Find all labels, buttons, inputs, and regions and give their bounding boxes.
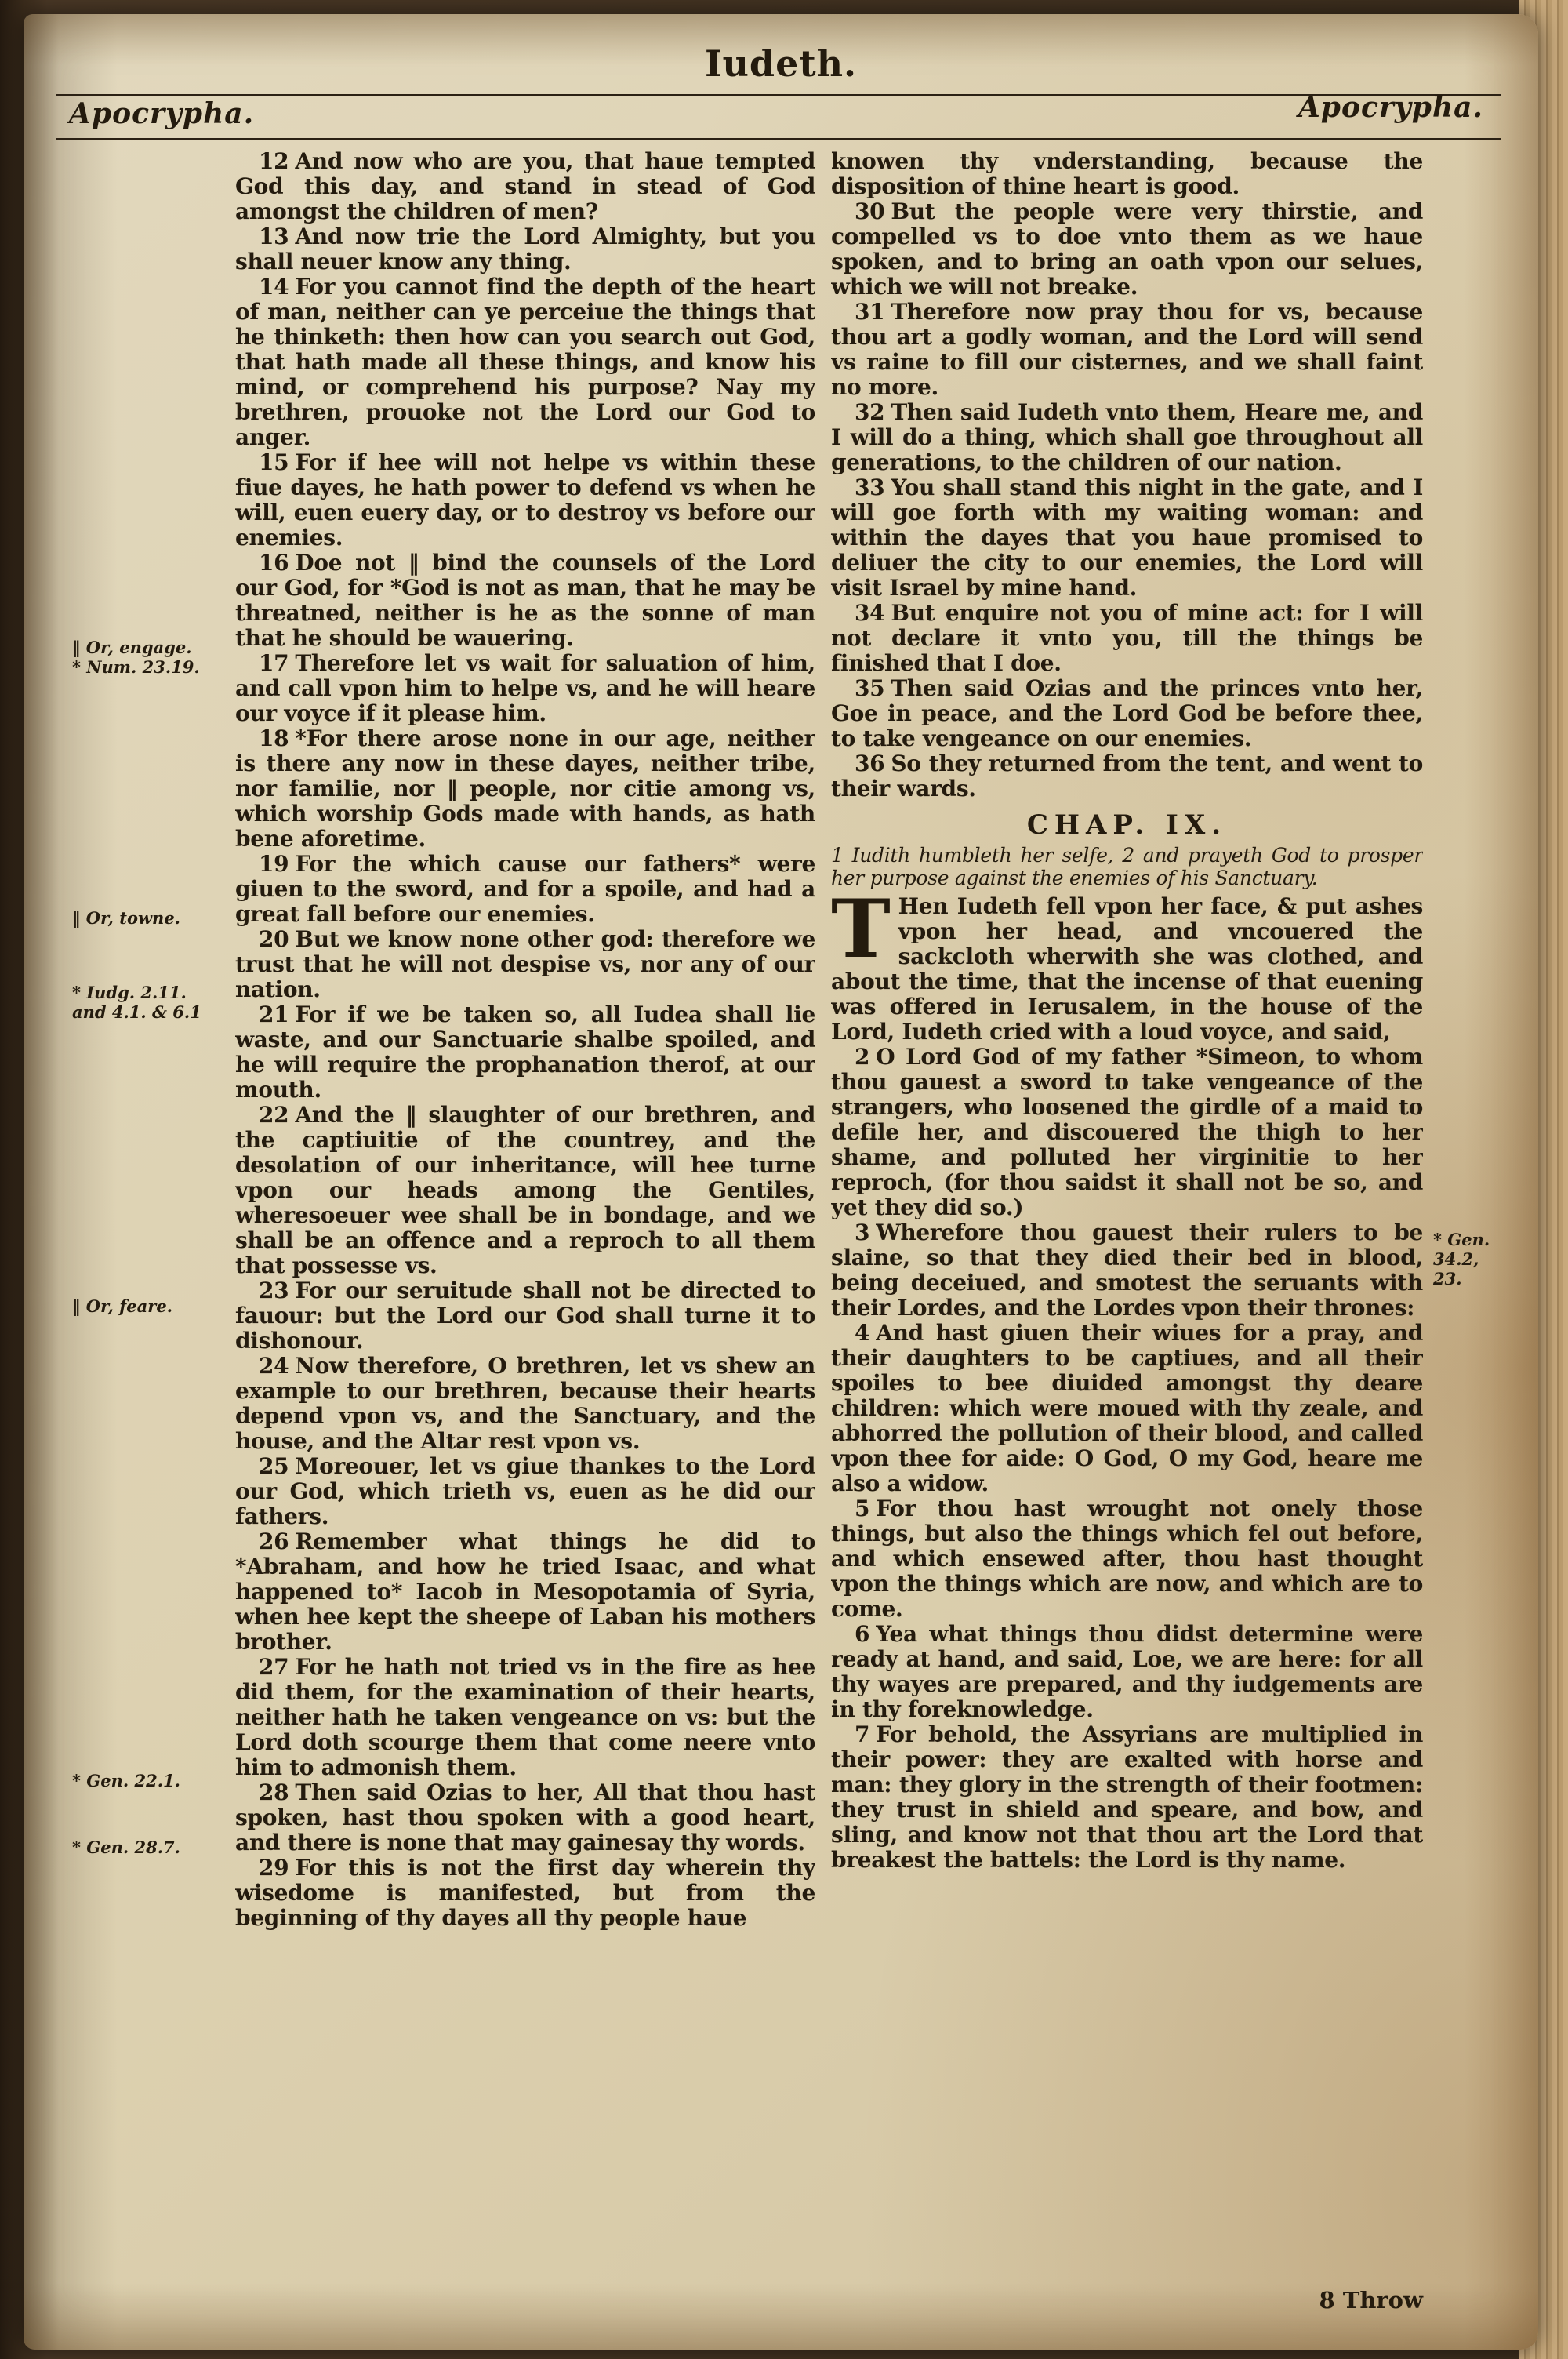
verse: 18 *For there arose none in our age, neither is there any now in these dayes, neither tribe, nor familie, nor ‖ people, nor citie among vs, which worship Gods made with hands, as hath bene aforetime. (235, 725, 815, 852)
verse: 25 Moreouer, let vs giue thankes to the Lord our God, which trieth vs, euen as he did our fathers. (235, 1453, 815, 1529)
verse: 14 For you cannot find the depth of the heart of man, neither can ye perceiue the things that he thinketh: then how can you search out God, that hath made all these things, and know his mind, or comprehend his purpose? Nay my brethren, prouoke not the Lord our God to anger. (235, 274, 815, 450)
verse-number: 33 (855, 474, 885, 500)
margin-note-engage (72, 638, 233, 677)
verse: 27 For he hath not tried vs in the fire as hee did them, for the examination of their hearts, neither hath he taken vengeance on vs: but the Lord doth scourge them that come neere vnto him to admonish them. (235, 1654, 815, 1780)
verse-number: 3 (855, 1219, 870, 1245)
verse: 23 For our seruitude shall not be directed to fauour: but the Lord our God shall turne it to dishonour. (235, 1278, 815, 1354)
verse-number: 22 (259, 1102, 289, 1128)
verse: 20 But we know none other god: therefore we trust that he will not despise vs, nor any of our nation. (235, 926, 815, 1002)
verse: 31 Therefore now pray thou for vs, because thou art a godly woman, and the Lord will send vs raine to fill our cisternes, and we shall faint no more. (831, 299, 1423, 400)
margin-note-line: * Num. 23.19. (72, 657, 200, 677)
verse-number: 21 (259, 1001, 289, 1027)
verse: 33 You shall stand this night in the gate, and I will goe forth with my waiting woman: and within the dayes that you haue promised to deliuer the city to our enemies, the Lord will visit Israel by mine hand. (831, 474, 1423, 601)
margin-note-towne (72, 908, 233, 928)
verse: 19 For the which cause our fathers* were giuen to the sword, and for a spoile, and had a great fall before our enemies. (235, 851, 815, 927)
verse-number: 29 (259, 1855, 289, 1881)
verse: 13 And now trie the Lord Almighty, but you shall neuer know any thing. (235, 224, 815, 274)
verse-number: 19 (259, 851, 289, 877)
verse-number: 18 (259, 725, 289, 751)
verse-number: 2 (855, 1044, 870, 1070)
verse-number: 28 (259, 1779, 289, 1805)
margin-note-line: ‖ Or, feare. (72, 1296, 172, 1316)
verse: 21 For if we be taken so, all Iudea shall lie waste, and our Sanctuarie shalbe spoiled, and he will require the prophanation therof, at our mouth. (235, 1001, 815, 1103)
verse: 5 For thou hast wrought not onely those things, but also the things which fel out before, and which ensewed after, thou hast thought vpon the things which are now, and which are to come. (831, 1496, 1423, 1622)
verse-number: 25 (259, 1453, 289, 1479)
verse: 16 Doe not ‖ bind the counsels of the Lord our God, for *God is not as man, that he may be threatned, neither is he as the sonne of man that he should be wauering. (235, 550, 815, 651)
verse-number: 12 (259, 149, 289, 174)
verse: 22 And the ‖ slaughter of our brethren, and the captiuitie of the countrey, and the desolation of our inheritance, will hee turne vpon our heads among the Gentiles, wheresoeuer wee shall be in bondage, and we shall be an offence and a reproch to all them that possesse vs. (235, 1102, 815, 1278)
verse-number: 17 (259, 650, 289, 676)
verse-number: 7 (855, 1721, 870, 1747)
chapter-heading: CHAP. IX. (1026, 809, 1228, 841)
verse-number: 34 (855, 600, 885, 626)
margin-note-iudg (72, 983, 233, 1022)
verse-number: 14 (259, 274, 289, 300)
margin-note-line: * Gen. 28.7. (72, 1837, 180, 1857)
verse: 2 O Lord God of my father *Simeon, to whom thou gauest a sword to take vengeance of the strangers, who loosened the girdle of a maid to defile her, and discouered the thigh to her shame, and polluted her virginitie to her reproch, (for thou saidst it shall not be so, and yet they did so.) (831, 1044, 1423, 1220)
catchword: 8 Throw (1319, 2287, 1423, 2314)
verse-number: 27 (259, 1654, 289, 1680)
running-head-book-title: Iudeth. (704, 42, 858, 85)
verse-number: 13 (259, 224, 289, 249)
verse-number: 16 (259, 550, 289, 576)
verse: 35 Then said Ozias and the princes vnto her, Goe in peace, and the Lord God be before thee, to take vengeance on our enemies. (831, 675, 1423, 751)
verse-number: 32 (855, 399, 885, 425)
verse-with-dropcap: T Hen Iudeth fell vpon her face, & put ashes vpon her head, and vncouered the sackcloth wherwith she was clothed, and about the time, that the incense of that euening was offered in Ierusalem, in the house of the Lord, Iudeth cried with a loud voyce, and said, (831, 882, 1423, 1045)
text-column-right (831, 149, 1423, 2290)
margin-note-line: * Iudg. 2.11. (72, 983, 187, 1002)
running-head-right: Apocrypha. (1298, 91, 1483, 124)
verse-number: 30 (855, 198, 885, 224)
verse-number: 15 (259, 449, 289, 475)
verse-number: 24 (259, 1353, 289, 1379)
verse: 15 For if hee will not helpe vs within these fiue dayes, he hath power to defend vs when he will, euen euery day, or to destroy vs before our enemies. (235, 449, 815, 551)
book-page (24, 14, 1538, 2350)
margin-note-gen28 (72, 1837, 233, 1857)
margin-note-line: * Gen. 22.1. (72, 1771, 180, 1790)
verse-number: 4 (855, 1320, 870, 1346)
header-rule-top (56, 94, 1501, 96)
verse: 30 But the people were very thirstie, and compelled vs to doe vnto them as we haue spoken, and to bring an oath vpon our selues, which we will not breake. (831, 198, 1423, 300)
verse: 17 Therefore let vs wait for saluation of him, and call vpon him to helpe vs, and he will heare our voyce if it please him. (235, 650, 815, 726)
verse-number: 6 (855, 1621, 870, 1647)
margin-note-line: and 4.1. & 6.1 (72, 1002, 201, 1022)
verse: 12 And now who are you, that haue tempted God this day, and stand in stead of God amongst the children of men? (235, 149, 815, 224)
margin-note-feare (72, 1296, 233, 1316)
margin-note-line: 23. (1433, 1269, 1462, 1289)
verse: 3 Wherefore thou gauest their rulers to be slaine, so that they died their bed in blood, being deceiued, and smotest the seruants with their Lordes, and the Lordes vpon their thrones: (831, 1219, 1423, 1321)
text-column-left (235, 149, 815, 2290)
verse-number: 5 (855, 1496, 870, 1521)
verse-continuation: knowen thy vnderstanding, because the disposition of thine heart is good. (831, 149, 1423, 199)
verse: 36 So they returned from the tent, and went to their wards. (831, 751, 1423, 801)
margin-note-gen22 (72, 1771, 233, 1790)
verse-number: 36 (855, 751, 885, 776)
verse-number: 31 (855, 299, 885, 325)
verse-number: 35 (855, 675, 885, 701)
margin-note-line: ‖ Or, towne. (72, 908, 180, 928)
verse: 7 For behold, the Assyrians are multiplied in their power: they are exalted with horse and man: they glory in the strength of their footmen: they trust in shield and speare, and bow, and sling, and know not that thou art the Lord that breakest the battels: the Lord is thy name. (831, 1721, 1423, 1873)
header-rule-bottom (56, 138, 1501, 140)
verse: 29 For this is not the first day wherein thy wisedome is manifested, but from the beginning of thy dayes all thy people haue (235, 1855, 815, 1931)
verse: 24 Now therefore, O brethren, let vs shew an example to our brethren, because their hearts depend vpon vs, and the Sanctuary, and the house, and the Altar rest vpon vs. (235, 1353, 815, 1454)
verse-number: 23 (259, 1278, 289, 1303)
verse: 4 And hast giuen their wiues for a pray, and their daughters to be captiues, and all their spoiles to bee diuided amongst thy deare children: which were moued with thy zeale, and abhorred the pollution of their blood, and called vpon thee for aide: O God, O my God, heare me also a widow. (831, 1320, 1423, 1496)
margin-note-line: ‖ Or, engage. (72, 638, 192, 657)
verse: 34 But enquire not you of mine act: for I will not declare it vnto you, till the things be finished that I doe. (831, 600, 1423, 676)
verse: 28 Then said Ozias to her, All that thou hast spoken, hast thou spoken with a good heart, and there is none that may gainesay thy words. (235, 1779, 815, 1856)
drop-cap-initial: T (831, 882, 891, 976)
verse: 32 Then said Iudeth vnto them, Heare me, and I will do a thing, which shall goe throughout all generations, to the children of our nation. (831, 399, 1423, 475)
running-head-left: Apocrypha. (69, 97, 255, 130)
margin-note-line: * Gen. 34.2, (1433, 1230, 1490, 1269)
verse: 6 Yea what things thou didst determine were ready at hand, and said, Loe, we are here: for all thy wayes are prepared, and thy iudgements are in thy foreknowledge. (831, 1621, 1423, 1722)
chapter-argument: 1 Iudith humbleth her selfe, 2 and prayeth God to prosper her purpose against the enemies of his Sanctuary. (831, 844, 1423, 889)
verse: 26 Remember what things he did to *Abraham, and how he tried Isaac, and what happened to* Iacob in Mesopotamia of Syria, when hee kept the sheepe of Laban his mothers brother. (235, 1528, 815, 1655)
verse-number: 20 (259, 926, 289, 952)
margin-note-gen34 (1433, 1230, 1537, 1289)
verse-number: 26 (259, 1528, 289, 1554)
